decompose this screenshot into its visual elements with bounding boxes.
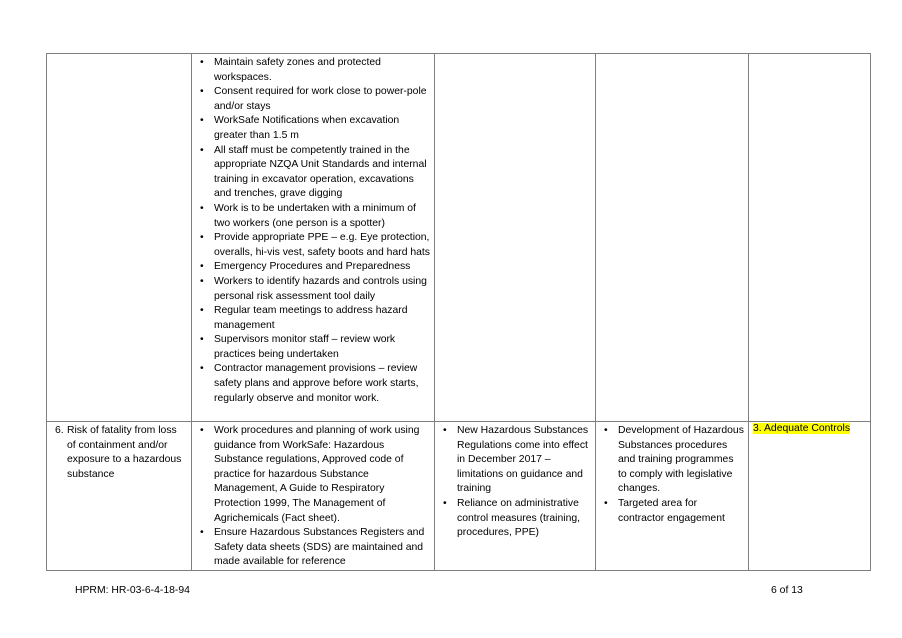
controls-cell [192, 54, 435, 422]
control-rating: 3. Adequate Controls [753, 423, 851, 434]
list-item: • Targeted area for contractor engagement [618, 497, 744, 526]
gaps-list [435, 422, 595, 541]
list-item: • Contractor management provisions – review safety plans and approve before work starts, regularly observe and monitor work. [214, 362, 430, 406]
list-item: • Emergency Procedures and Preparedness [214, 260, 430, 275]
hazard-number: 6. [55, 425, 64, 436]
list-item: • Maintain safety zones and protected workspaces. [214, 56, 430, 85]
controls-list [192, 54, 434, 406]
risk-table [46, 53, 871, 571]
rating-cell-empty [749, 54, 871, 422]
list-item: • Supervisors monitor staff – review work practices being undertaken [214, 333, 430, 362]
table-row-6 [47, 422, 871, 571]
hazard-description [47, 422, 191, 482]
hazard-cell-empty [47, 54, 192, 422]
list-item: • Provide appropriate PPE – e.g. Eye protection, overalls, hi-vis vest, safety boots and hard hats [214, 231, 430, 260]
list-item: • Development of Hazardous Substances procedures and training programmes to comply with legislative changes. [618, 424, 744, 497]
list-item: • WorkSafe Notifications when excavation greater than 1.5 m [214, 114, 430, 143]
hazard-cell [47, 422, 192, 571]
list-item: • Consent required for work close to power-pole and/or stays [214, 85, 430, 114]
controls-cell [192, 422, 435, 571]
rating-cell [749, 422, 871, 571]
list-item: • Work procedures and planning of work using guidance from WorkSafe: Hazardous Substance regulations, Approved code of practice for hazardous Substance Management, A Guide to Respiratory Protection 1999, The Management of Agrichemicals (Fact sheet). [214, 424, 430, 526]
list-item: • Workers to identify hazards and controls using personal risk assessment tool daily [214, 275, 430, 304]
actions-cell-empty [596, 54, 749, 422]
rating-wrapper [749, 422, 870, 437]
list-item: • Ensure Hazardous Substances Registers and Safety data sheets (SDS) are maintained and made available for reference [214, 526, 430, 570]
actions-list [596, 422, 748, 526]
hazard-text: Risk of fatality from loss of containment and/or exposure to a hazardous substance [67, 425, 182, 480]
list-item: • All staff must be competently trained in the appropriate NZQA Unit Standards and internal training in excavator operation, excavations and trenches, grave digging [214, 144, 430, 202]
list-item: • Regular team meetings to address hazard management [214, 304, 430, 333]
list-item: • Work is to be undertaken with a minimum of two workers (one person is a spotter) [214, 202, 430, 231]
document-reference: HPRM: HR-03-6-4-18-94 [75, 585, 190, 596]
page-number: 6 of 13 [771, 585, 803, 596]
list-item: • New Hazardous Substances Regulations come into effect in December 2017 – limitations on guidance and training [457, 424, 591, 497]
controls-list [192, 422, 434, 570]
table-row-continued [47, 54, 871, 422]
gaps-cell [435, 422, 596, 571]
actions-cell [596, 422, 749, 571]
list-item: • Reliance on administrative control measures (training, procedures, PPE) [457, 497, 591, 541]
gaps-cell-empty [435, 54, 596, 422]
